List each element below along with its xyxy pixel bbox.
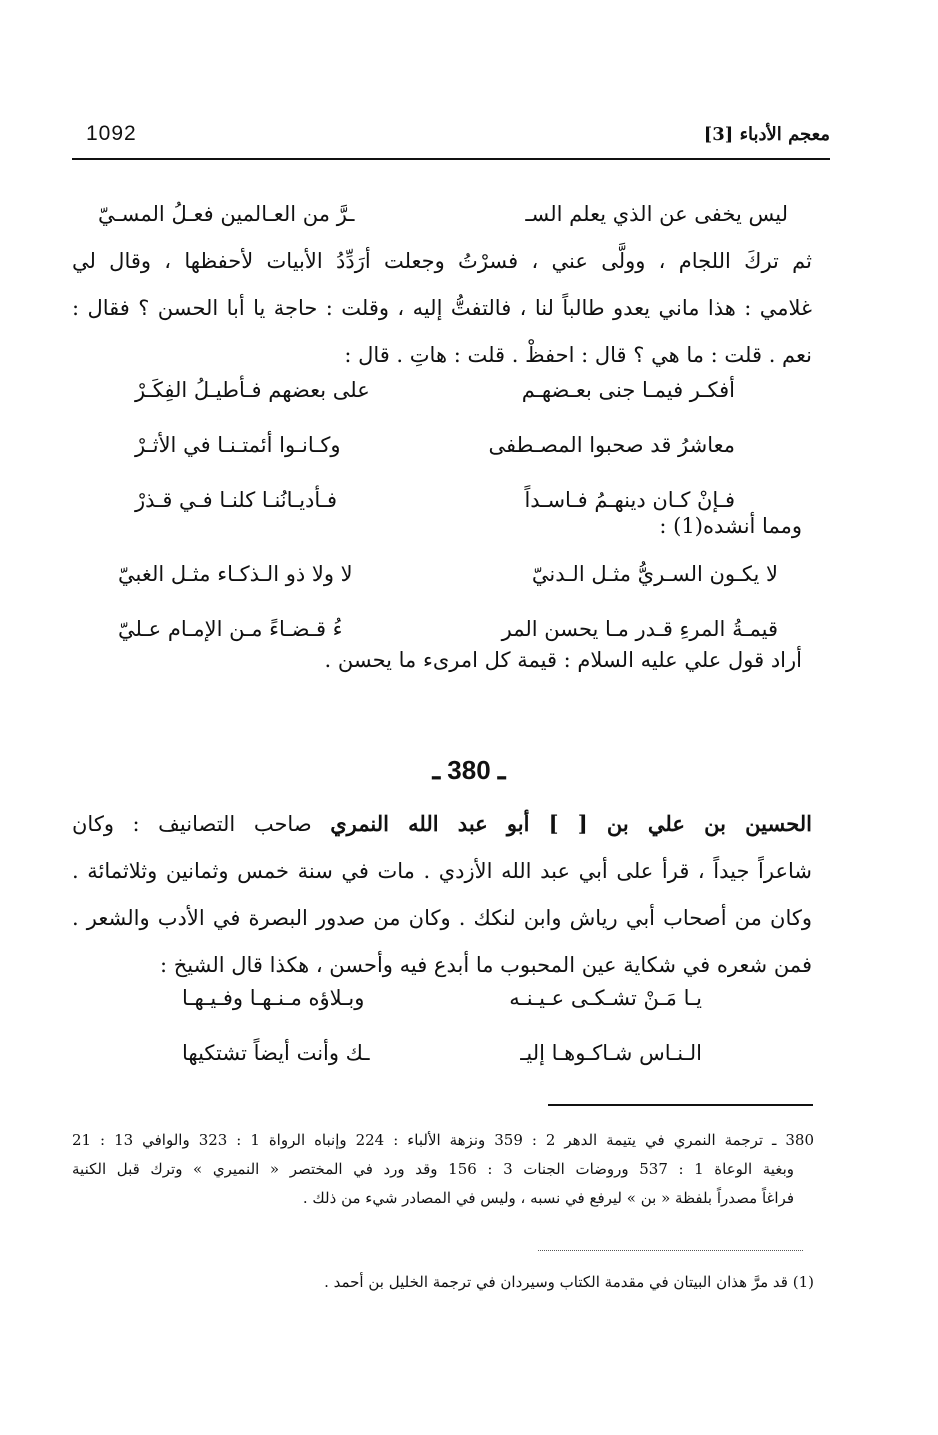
verse-line bbox=[135, 362, 735, 417]
footnote-entry bbox=[72, 1126, 814, 1213]
verse-line bbox=[182, 1025, 702, 1080]
paragraph-line: شاعراً جيداً ، قرأ على أبي عبد الله الأزدي . مات في سنة خمس وثمانين وثلاثمائة . bbox=[72, 859, 812, 883]
verse-second-hemistich: ءُ قـضـاءً مـن الإمـام عـليّ bbox=[118, 616, 343, 641]
verse-first-hemistich: قيمـةُ المرءِ قـدر مـا يحسن المر bbox=[501, 616, 778, 641]
footnote-line: فراغاً مصدراً بلفظة « بن » ليرفع في نسبه ، وليس في المصادر شيء من ذلك . bbox=[302, 1189, 794, 1207]
verse-first-hemistich: أفكـر فيمـا جنى بعـضهـم bbox=[521, 377, 735, 402]
poem-2 bbox=[118, 546, 778, 656]
verse-second-hemistich: لا ولا ذو الـذكـاء مثـل الغبيّ bbox=[118, 561, 353, 586]
page-header bbox=[72, 120, 830, 160]
verse-line bbox=[135, 417, 735, 472]
running-title: معجم الأدباء [3] bbox=[703, 124, 830, 145]
verse-first-hemistich: معاشرُ قد صحبوا المصـطفى bbox=[488, 432, 735, 457]
poem-1 bbox=[135, 362, 735, 527]
closing-line: أراد قول علي عليه السلام : قيمة كل امرىء ما يحسن . bbox=[324, 648, 802, 672]
verse-first-hemistich: الـنـاس شـاكـوهـا إليـ bbox=[520, 1040, 702, 1065]
verse-second-hemistich: ـك وأنت أيضاً تشتكيها bbox=[182, 1040, 370, 1065]
verse-first-hemistich: لا يكـون السـريُّ مثـل الـدنيّ bbox=[531, 561, 778, 586]
verse-second-hemistich: وبـلاؤه مـنـهـا وفـيـهـا bbox=[182, 985, 365, 1010]
entry-paragraph bbox=[72, 800, 812, 989]
verse-line bbox=[118, 546, 778, 601]
page-number: 1092 bbox=[86, 122, 137, 145]
entry-number: ـ 380 ـ bbox=[432, 755, 506, 785]
paragraph-line: وكان من أصحاب أبي رياش وابن لنكك . وكان من صدور البصرة في الأدب والشعر . bbox=[72, 906, 812, 930]
footnote-line: 380 ـ ترجمة النمري في يتيمة الدهر 2 : 359 ونزهة الألباء : 224 وإنباه الرواة 1 : 323 والوافي 13 : 21 bbox=[72, 1131, 815, 1149]
verse-first-hemistich: يـا مَـنْ تشـكـى عـيـنـه bbox=[509, 985, 702, 1010]
footnote-separator bbox=[538, 1250, 803, 1251]
verse-second-hemistich: على بعضهم فـأطيـلُ الفِكَـرْ bbox=[135, 377, 370, 402]
poem-3 bbox=[182, 970, 702, 1080]
verse-second-hemistich: ـرَّ من العـالمين فعـلُ المسـيّ bbox=[98, 201, 355, 226]
paragraph-line: غلامي : هذا ماني يعدو طالباً لنا ، فالتفتُّ إليه ، وقلت : حاجة يا أبا الحسن ؟ فقال : bbox=[72, 296, 812, 320]
entry-first-line-rest: صاحب التصانيف : وكان bbox=[72, 812, 312, 836]
verse-line bbox=[135, 472, 735, 527]
paragraph-line: فمن شعره في شكاية عين المحبوب ما أبدع فيه وأحسن ، هكذا قال الشيخ : bbox=[159, 953, 812, 977]
opening-paragraph bbox=[72, 238, 812, 379]
verse-first-hemistich: ليس يخفى عن الذي يعلم السـ bbox=[525, 201, 788, 226]
footnote-line: وبغية الوعاة 1 : 537 وروضات الجنات 3 : 156 وقد ورد في المختصر « النميري » وترك قبل الكنية bbox=[72, 1160, 794, 1178]
verse-line bbox=[98, 186, 788, 241]
footnote-1: (1) قد مرَّ هذان البيتان في مقدمة الكتاب وسيردان في ترجمة الخليل بن أحمد . bbox=[324, 1273, 814, 1291]
verse-line bbox=[182, 970, 702, 1025]
entry-name: الحسين بن علي بن [ ] أبو عبد الله النمري bbox=[330, 811, 812, 836]
paragraph-line: ثم تركَ اللجام ، وولَّى عني ، فسرْتُ وجعلت أرَدِّدُ الأبيات لأحفظها ، وقال لي bbox=[72, 249, 812, 273]
entry-first-line bbox=[72, 800, 812, 848]
verse-second-hemistich: فـأديـانُنـا كلنـا فـي قـذرْ bbox=[135, 487, 337, 512]
verse-second-hemistich: وكـانـوا أئمتـنـا في الأثـرْ bbox=[135, 432, 341, 457]
footnote-rule bbox=[548, 1104, 813, 1106]
verse-first-hemistich: فـإنْ كـان دينهـمُ فـاسـداً bbox=[524, 487, 735, 512]
paragraph-line: نعم . قلت : ما هي ؟ قال : احفظْ . قلت : هاتِ . قال : bbox=[344, 343, 812, 367]
opening-verse bbox=[98, 186, 788, 241]
header-rule bbox=[72, 158, 830, 160]
poem-2-intro: ومما أنشده(1) : bbox=[659, 514, 802, 538]
